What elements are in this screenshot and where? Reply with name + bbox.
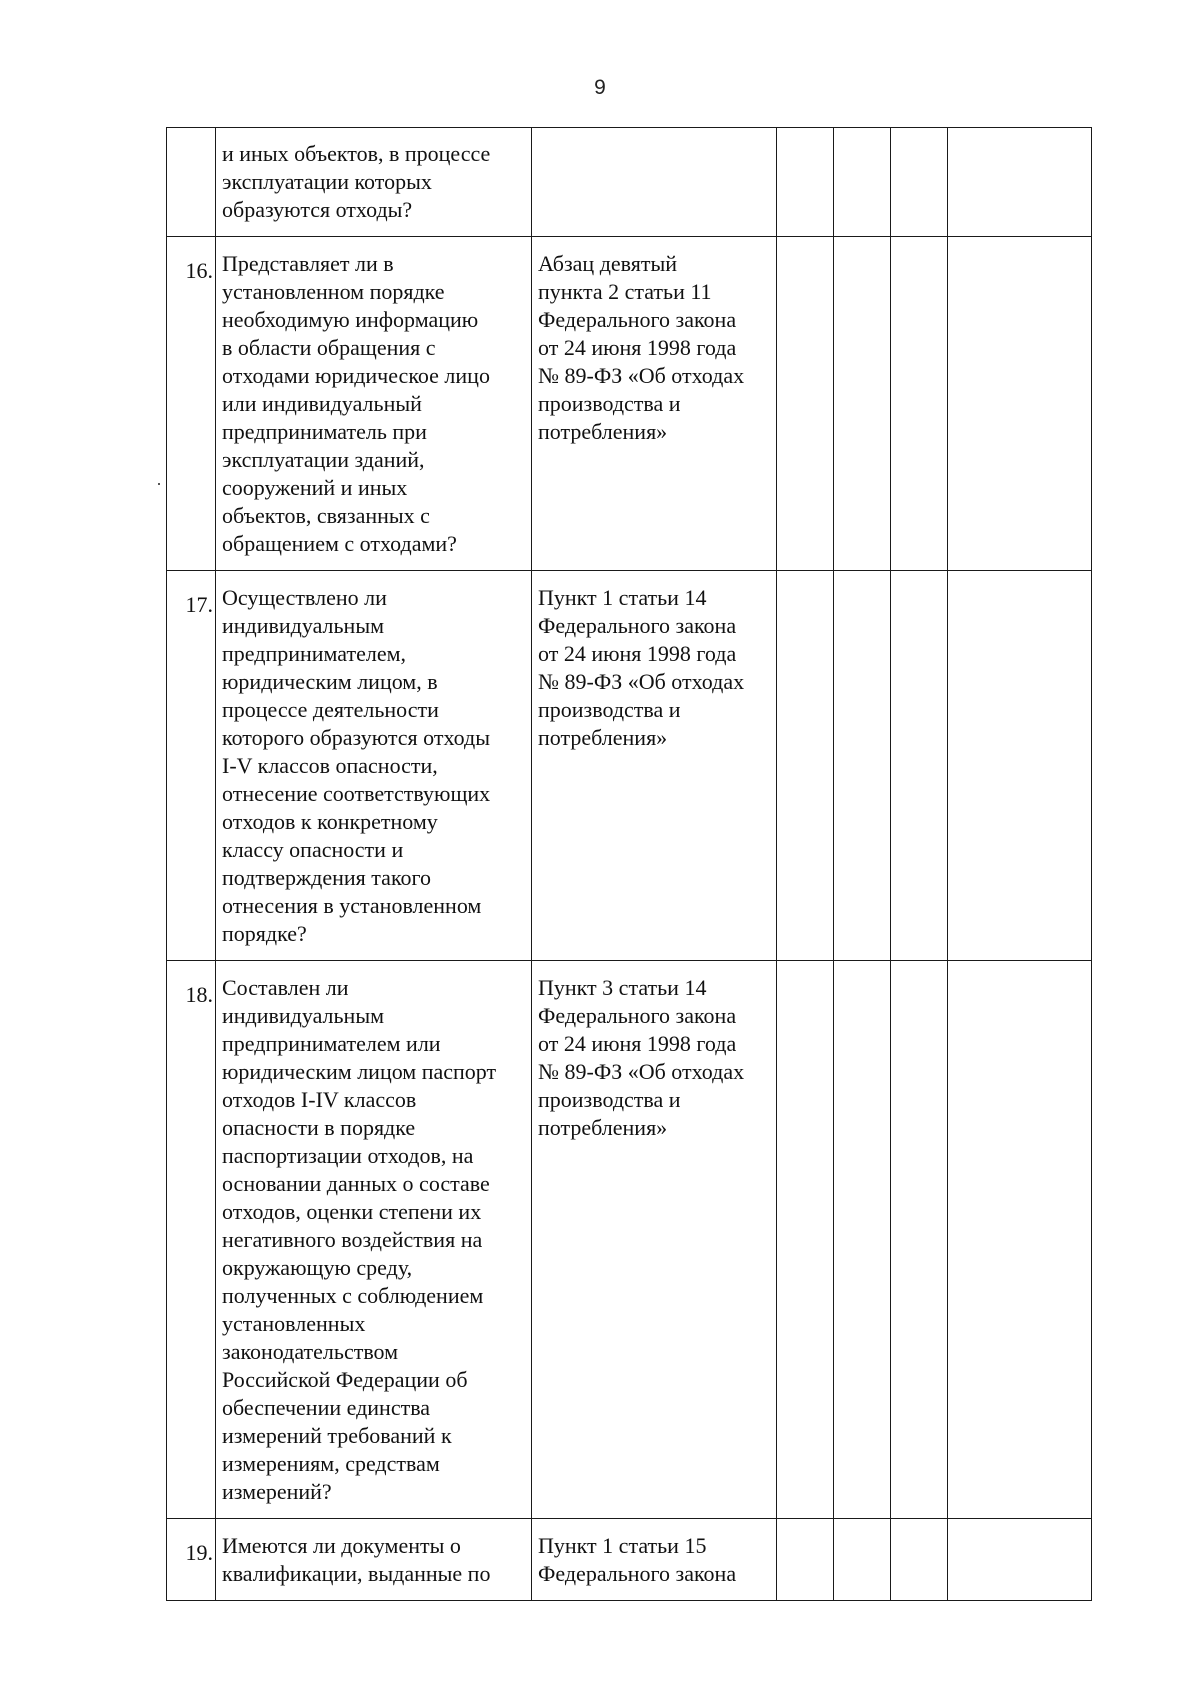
row-number: 18. bbox=[167, 961, 216, 1519]
answer-no-cell[interactable] bbox=[834, 128, 891, 237]
answer-not-applicable-cell[interactable] bbox=[891, 237, 948, 571]
note-cell[interactable] bbox=[948, 1519, 1092, 1601]
note-cell[interactable] bbox=[948, 961, 1092, 1519]
legal-reference-cell: Абзац девятый пункта 2 статьи 11 Федерального закона от 24 июня 1998 года № 89-ФЗ «Об отходах производства и потребления» bbox=[532, 237, 777, 571]
answer-yes-cell[interactable] bbox=[777, 128, 834, 237]
answer-yes-cell[interactable] bbox=[777, 237, 834, 571]
answer-not-applicable-cell[interactable] bbox=[891, 128, 948, 237]
scan-speck bbox=[158, 483, 160, 485]
answer-yes-cell[interactable] bbox=[777, 571, 834, 961]
legal-reference-cell: Пункт 1 статьи 14 Федерального закона от 24 июня 1998 года № 89-ФЗ «Об отходах производства и потребления» bbox=[532, 571, 777, 961]
note-cell[interactable] bbox=[948, 128, 1092, 237]
table-row bbox=[167, 961, 1092, 1519]
answer-no-cell[interactable] bbox=[834, 571, 891, 961]
question-cell: Осуществлено ли индивидуальным предпринимателем, юридическим лицом, в процессе деятельности которого образуются отходы I-V классов опасности, отнесение соответствующих отходов к конкретному классу опасности и подтверждения такого отнесения в установленном порядке? bbox=[216, 571, 532, 961]
answer-no-cell[interactable] bbox=[834, 961, 891, 1519]
answer-no-cell[interactable] bbox=[834, 237, 891, 571]
table-row bbox=[167, 128, 1092, 237]
question-cell: Имеются ли документы о квалификации, выданные по bbox=[216, 1519, 532, 1601]
row-number: 16. bbox=[167, 237, 216, 571]
checklist-table bbox=[166, 127, 1092, 1601]
table-row bbox=[167, 237, 1092, 571]
legal-reference-cell: Пункт 1 статьи 15 Федерального закона bbox=[532, 1519, 777, 1601]
row-number: 17. bbox=[167, 571, 216, 961]
row-number bbox=[167, 128, 216, 237]
question-cell: и иных объектов, в процессе эксплуатации которых образуются отходы? bbox=[216, 128, 532, 237]
table-row bbox=[167, 1519, 1092, 1601]
answer-not-applicable-cell[interactable] bbox=[891, 1519, 948, 1601]
answer-not-applicable-cell[interactable] bbox=[891, 961, 948, 1519]
answer-no-cell[interactable] bbox=[834, 1519, 891, 1601]
legal-reference-cell bbox=[532, 128, 777, 237]
question-cell: Представляет ли в установленном порядке необходимую информацию в области обращения с отходами юридическое лицо или индивидуальный предприниматель при эксплуатации зданий, сооружений и иных объектов, связанных с обращением с отходами? bbox=[216, 237, 532, 571]
row-number: 19. bbox=[167, 1519, 216, 1601]
note-cell[interactable] bbox=[948, 237, 1092, 571]
page-number: 9 bbox=[594, 76, 606, 99]
answer-not-applicable-cell[interactable] bbox=[891, 571, 948, 961]
legal-reference-cell: Пункт 3 статьи 14 Федерального закона от 24 июня 1998 года № 89-ФЗ «Об отходах производства и потребления» bbox=[532, 961, 777, 1519]
note-cell[interactable] bbox=[948, 571, 1092, 961]
answer-yes-cell[interactable] bbox=[777, 1519, 834, 1601]
answer-yes-cell[interactable] bbox=[777, 961, 834, 1519]
question-cell: Составлен ли индивидуальным предпринимателем или юридическим лицом паспорт отходов I-IV классов опасности в порядке паспортизации отходов, на основании данных о составе отходов, оценки степени их негативного воздействия на окружающую среду, полученных с соблюдением установленных законодательством Российской Федерации об обеспечении единства измерений требований к измерениям, средствам измерений? bbox=[216, 961, 532, 1519]
table-row bbox=[167, 571, 1092, 961]
